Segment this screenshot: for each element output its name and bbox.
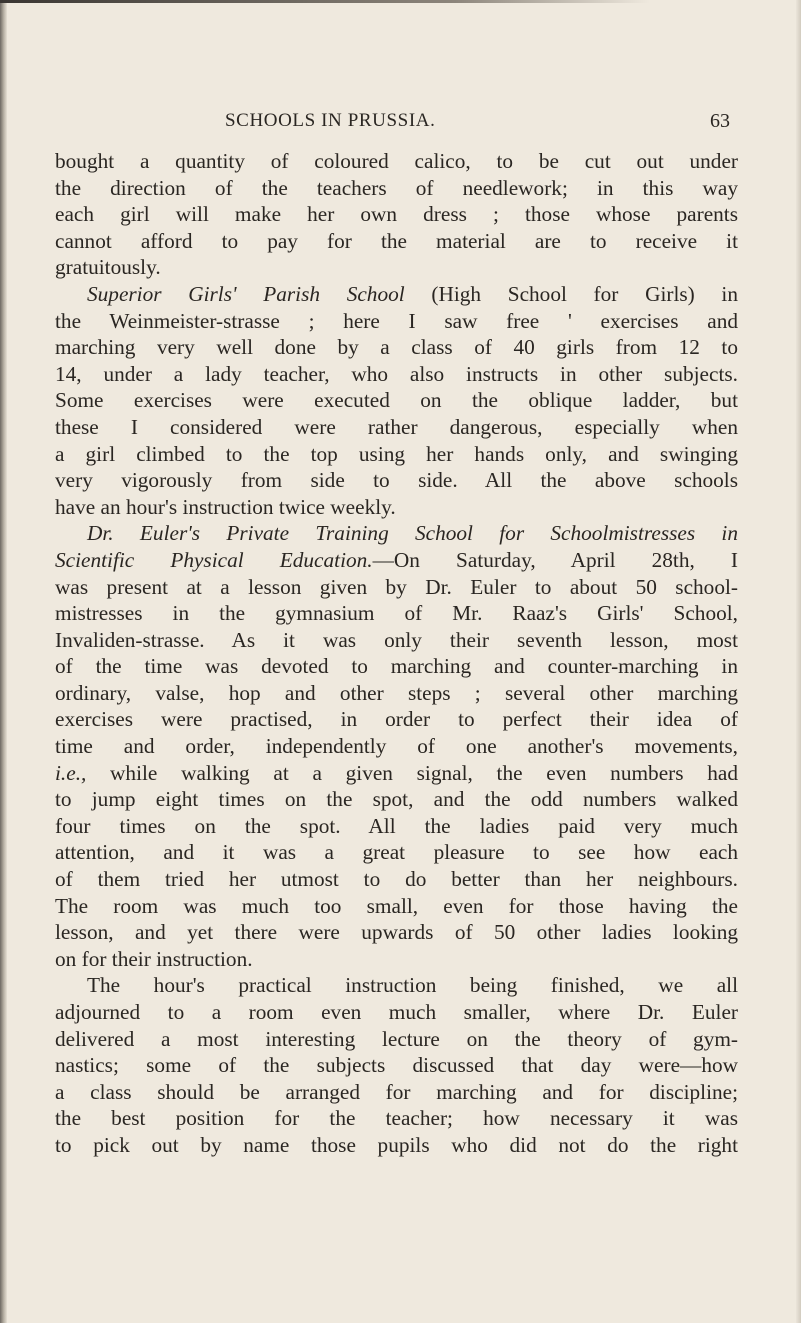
running-head [55,110,730,140]
abbreviation-italic: i.e., [55,760,87,785]
text-line: very vigorously from side to side. All the above schools [55,468,738,493]
text-line: 14, under a lady teacher, who also instructs in other subjects. [55,361,738,386]
text-line: adjourned to a room even much smaller, where Dr. Euler [55,1000,738,1024]
text-line [55,520,738,547]
text-line: these I considered were rather dangerous, especially when [55,414,738,439]
text-line: delivered a most interesting lecture on the theory of gym- [55,1026,738,1051]
text-line: i.e., while walking at a given signal, the even numbers had [55,760,738,785]
text-line: The room was much too small, even for those having the [55,893,738,918]
text-line: lesson, and yet there were upwards of 50 other ladies looking [55,920,738,945]
page-left-edge-shadow [0,0,7,1323]
running-title: SCHOOLS IN PRUSSIA. [225,110,436,131]
text-line: cannot afford to pay for the material are to receive it [55,228,738,253]
text-line: of the time was devoted to marching and counter-marching in [55,654,738,679]
text-line: time and order, independently of one another's movements, [55,734,738,759]
text-line: mistresses in the gymnasium of Mr. Raaz's Girls' School, [55,601,738,626]
text-line: Invaliden-strasse. As it was only their seventh lesson, most [55,627,738,652]
text-line: four times on the spot. All the ladies paid very much [55,813,738,838]
text-line: was present at a lesson given by Dr. Euler to about 50 school- [55,574,738,599]
text-line: to jump eight times on the spot, and the odd numbers walked [55,787,738,812]
body-text [55,148,738,1159]
text-line: exercises were practised, in order to perfect their idea of [55,707,738,732]
text-line: of them tried her utmost to do better than her neighbours. [55,867,738,892]
text-line: Some exercises were executed on the oblique ladder, but [55,388,738,413]
text-line: Superior Girls' Parish School (High School for Girls) in [87,281,738,306]
text-line: attention, and it was a great pleasure to see how each [55,840,738,865]
page-number: 63 [710,110,730,132]
text-line: each girl will make her own dress ; those whose parents [55,202,738,227]
text-line: ordinary, valse, hop and other steps ; several other marching [55,680,738,705]
text-line: nastics; some of the subjects discussed that day were—how [55,1053,738,1078]
text-line: The hour's practical instruction being finished, we all [87,973,738,998]
text-line: the Weinmeister-strasse ; here I saw free ' exercises and [55,308,738,333]
text-line: marching very well done by a class of 40 girls from 12 to [55,335,738,360]
text-line: on for their instruction. [55,946,253,971]
page-right-edge [796,0,801,1323]
text-line: Scientific Physical Education.—On Saturday, April 28th, I [55,547,738,572]
school-name-italic: Superior Girls' Parish School [87,281,405,306]
text-line: bought a quantity of coloured calico, to be cut out under [55,149,738,173]
text-line: to pick out by name those pupils who did not do the right [55,1132,738,1157]
text-line: the best position for the teacher; how necessary it was [55,1106,738,1131]
text-line: the direction of the teachers of needlework; in this way [55,175,738,200]
text-line: gratuitously. [55,255,161,280]
text-line: a girl climbed to the top using her hands only, and swinging [55,441,738,466]
school-name-italic: Scientific Physical Education. [55,547,373,572]
text-line: a class should be arranged for marching and for discipline; [55,1079,738,1104]
text-line: have an hour's instruction twice weekly. [55,494,396,519]
page-top-edge-shadow [0,0,650,3]
school-name-italic: Dr. Euler's Private Training School for Schoolmistresses in [87,521,738,546]
